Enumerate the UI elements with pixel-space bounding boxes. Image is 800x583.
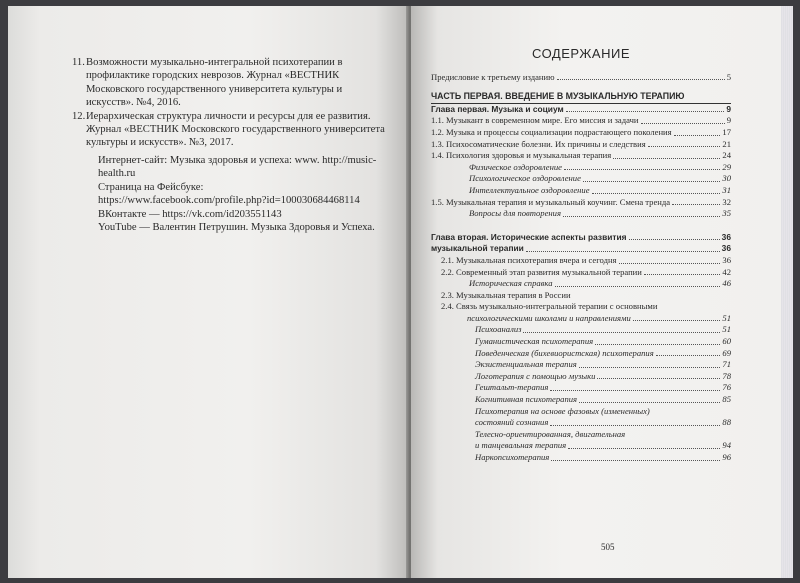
toc-entry-title: и танцевальная терапия: [475, 440, 567, 451]
toc-entry: [431, 417, 731, 429]
toc-entry-page: 51: [722, 324, 731, 335]
toc-entry: [431, 208, 731, 220]
internet-links: [98, 154, 398, 234]
toc-entry-page: 35: [722, 208, 731, 219]
toc-entry-page: 88: [722, 417, 731, 428]
toc-entry: [431, 150, 731, 162]
toc-entry-title: 1.5. Музыкальная терапия и музыкальный коучинг. Смена тренда: [431, 196, 671, 207]
toc-entry: [431, 278, 731, 290]
toc-entry: [431, 348, 731, 360]
toc-entry-page: 31: [722, 184, 731, 195]
toc-leader-dots: [568, 448, 720, 449]
toc-leader-dots: [551, 460, 720, 461]
toc-entry-title: Психоанализ: [475, 324, 522, 335]
toc-entry-title: музыкальной терапии: [431, 243, 524, 254]
toc-entry: [431, 173, 731, 185]
toc-entry-page: 51: [722, 312, 731, 323]
toc-entry-title: ЧАСТЬ ПЕРВАЯ. ВВЕДЕНИЕ В МУЗЫКАЛЬНУЮ ТЕРАПИЮ: [431, 91, 685, 102]
toc-entry-page: 29: [722, 161, 731, 172]
toc-entry: [431, 255, 731, 267]
toc-entry-title: 1.4. Психология здоровья и музыкальная терапия: [431, 150, 612, 161]
toc-leader-dots: [579, 402, 720, 403]
reference-item: [72, 110, 392, 150]
toc-entry: [431, 406, 731, 418]
toc-entry: [431, 115, 731, 127]
toc-entry-title: Вопросы для повторения: [469, 208, 561, 219]
website-line: Интернет-сайт: Музыка здоровья и успеха: www. http://music-health.ru: [98, 155, 377, 180]
toc-entry: [431, 232, 731, 244]
facebook-link: https://www.facebook.com/profile.php?id=100030684468114: [98, 195, 360, 207]
toc-entry: [431, 197, 731, 209]
toc-entry-title: Логотерапия с помощью музыки: [475, 370, 596, 381]
toc-leader-dots: [613, 158, 720, 159]
toc-entry-page: 69: [722, 347, 731, 358]
toc-entry-title: 2.2. Современный этап развития музыкальной терапии: [441, 266, 642, 277]
toc-entry-page: 42: [722, 266, 731, 277]
toc-entry-title: 1.2. Музыка и процессы социализации подрастающего поколения: [431, 126, 672, 137]
reference-item: [72, 56, 392, 110]
toc-entry-title: 1.1. Музыкант в современном мире. Его миссия и задачи: [431, 115, 639, 126]
reference-number: 12.: [72, 110, 86, 122]
toc-leader-dots: [595, 344, 720, 345]
toc-entry-page: 5: [726, 71, 731, 82]
left-page: [8, 6, 408, 578]
toc-leader-dots: [641, 123, 725, 124]
toc-entry-title: психологическими школами и направлениями: [467, 312, 631, 323]
toc-entry-title: Телесно-ориентированная, двигательная: [475, 428, 626, 439]
toc-entry-title: 1.3. Психосоматические болезни. Их причины и следствия: [431, 138, 646, 149]
facebook-label: Страница на Фейсбуке:: [98, 181, 204, 193]
toc-title: СОДЕРЖАНИЕ: [531, 46, 630, 61]
toc-leader-dots: [523, 332, 720, 333]
toc-leader-dots: [526, 251, 720, 252]
reference-list: [72, 56, 392, 150]
toc-leader-dots: [579, 367, 721, 368]
toc-leader-dots: [674, 135, 721, 136]
toc-gap: [431, 220, 731, 232]
toc-entry-title: Гуманистическая психотерапия: [475, 336, 594, 347]
toc-leader-dots: [633, 320, 721, 321]
toc-leader-dots: [583, 181, 720, 182]
toc-leader-dots: [564, 169, 720, 170]
toc-entry: [431, 139, 731, 151]
toc-entry-page: 9: [726, 103, 731, 114]
toc-leader-dots: [597, 378, 720, 379]
toc-entry-page: 24: [722, 150, 731, 161]
toc-entry-title: Гештальт-терапия: [475, 382, 549, 393]
toc-entry: [431, 91, 731, 104]
toc-entry-page: 60: [722, 336, 731, 347]
toc-leader-dots: [648, 146, 721, 147]
table-of-contents: [431, 48, 731, 464]
toc-entry: [431, 301, 731, 313]
page-edges: [781, 6, 793, 578]
toc-entry-page: 17: [722, 126, 731, 137]
toc-entry: [431, 267, 731, 279]
toc-entry-page: 32: [722, 196, 731, 207]
toc-entry-page: 78: [722, 370, 731, 381]
toc-leader-dots: [629, 239, 720, 240]
toc-leader-dots: [557, 79, 725, 80]
toc-entry-page: 30: [722, 173, 731, 184]
toc-entry: [431, 72, 731, 84]
toc-entry: [431, 359, 731, 371]
toc-entry: [431, 440, 731, 452]
toc-leader-dots: [555, 286, 721, 287]
toc-entry-page: 71: [722, 359, 731, 370]
toc-leader-dots: [566, 111, 725, 112]
toc-leader-dots: [672, 204, 720, 205]
toc-entry-title: Историческая справка: [469, 278, 553, 289]
toc-entry: [431, 371, 731, 383]
toc-leader-dots: [563, 216, 720, 217]
toc-entry: [431, 336, 731, 348]
toc-entry-title: Когнитивная психотерапия: [475, 394, 578, 405]
toc-entry: [431, 452, 731, 464]
toc-entry-title: Глава вторая. Исторические аспекты развития: [431, 231, 627, 242]
toc-leader-dots: [644, 274, 721, 275]
toc-leader-dots: [550, 425, 720, 426]
toc-entry-title: Психотерапия на основе фазовых (измененных): [475, 405, 650, 416]
toc-entry-title: состояний сознания: [475, 417, 549, 428]
toc-leader-dots: [656, 355, 721, 356]
toc-entry-page: 36: [721, 243, 731, 254]
vk-link: ВКонтакте — https://vk.com/id203551143: [98, 208, 282, 220]
toc-entry: [431, 324, 731, 336]
toc-entry: [431, 162, 731, 174]
reference-text: Возможности музыкально-интегральной психотерапии в профилактике городских неврозов. Журнал «ВЕСТНИК Московского государственного университета культуры и искусств». №4, 2016.: [86, 57, 343, 109]
toc-entry-title: Интеллектуальное оздоровление: [469, 184, 590, 195]
toc-entry-page: 96: [722, 452, 731, 462]
toc-entry-page: 46: [722, 278, 731, 289]
toc-entry: [431, 104, 731, 116]
toc-entry-title: Психологическое оздоровление: [469, 173, 581, 184]
toc-entry-title: Поведенческая (бихевиористская) психотерапия: [475, 347, 654, 358]
toc-entry-title: Наркопсихотерапия: [475, 452, 550, 462]
toc-entry-title: 2.3. Музыкальная терапия в России: [441, 289, 571, 300]
toc-entry-title: 2.1. Музыкальная психотерапия вчера и сегодня: [441, 254, 617, 265]
toc-entry-title: Глава первая. Музыка и социум: [431, 103, 564, 114]
toc-entry: [431, 290, 731, 302]
right-page: [411, 6, 793, 578]
toc-entry-title: Предисловие к третьему изданию: [431, 71, 555, 82]
youtube-line: YouTube — Валентин Петрушин. Музыка Здоровья и Успеха.: [98, 222, 375, 234]
toc-entry-page: 76: [722, 382, 731, 393]
toc-entry: [431, 429, 731, 441]
toc-entry-page: 94: [722, 440, 731, 451]
toc-entries: [431, 72, 731, 464]
toc-entry-title: Экзистенциальная терапия: [475, 359, 577, 370]
toc-entry: [431, 185, 731, 197]
toc-entry-title: 2.4. Связь музыкально-интегральной терапии с основными: [441, 301, 658, 312]
toc-entry: [431, 313, 731, 325]
toc-entry-page: 85: [722, 394, 731, 405]
toc-leader-dots: [619, 263, 721, 264]
toc-entry-page: 36: [721, 231, 731, 242]
toc-entry-page: 36: [722, 254, 731, 265]
toc-entry-page: 9: [726, 115, 731, 126]
toc-entry-page: 21: [722, 138, 731, 149]
toc-entry-title: Физическое оздоровление: [469, 161, 562, 172]
toc-leader-dots: [592, 193, 721, 194]
book-spread: [8, 6, 793, 578]
toc-leader-dots: [550, 390, 720, 391]
toc-entry: [431, 243, 731, 255]
toc-entry: [431, 382, 731, 394]
page-number: 505: [601, 542, 615, 552]
reference-text: Иерархическая структура личности и ресурсы для ее развития. Журнал «ВЕСТНИК Московского государственного университета культуры и искусств». №3, 2017.: [86, 110, 385, 149]
toc-entry: [431, 127, 731, 139]
reference-number: 11.: [72, 57, 85, 68]
toc-entry: [431, 394, 731, 406]
